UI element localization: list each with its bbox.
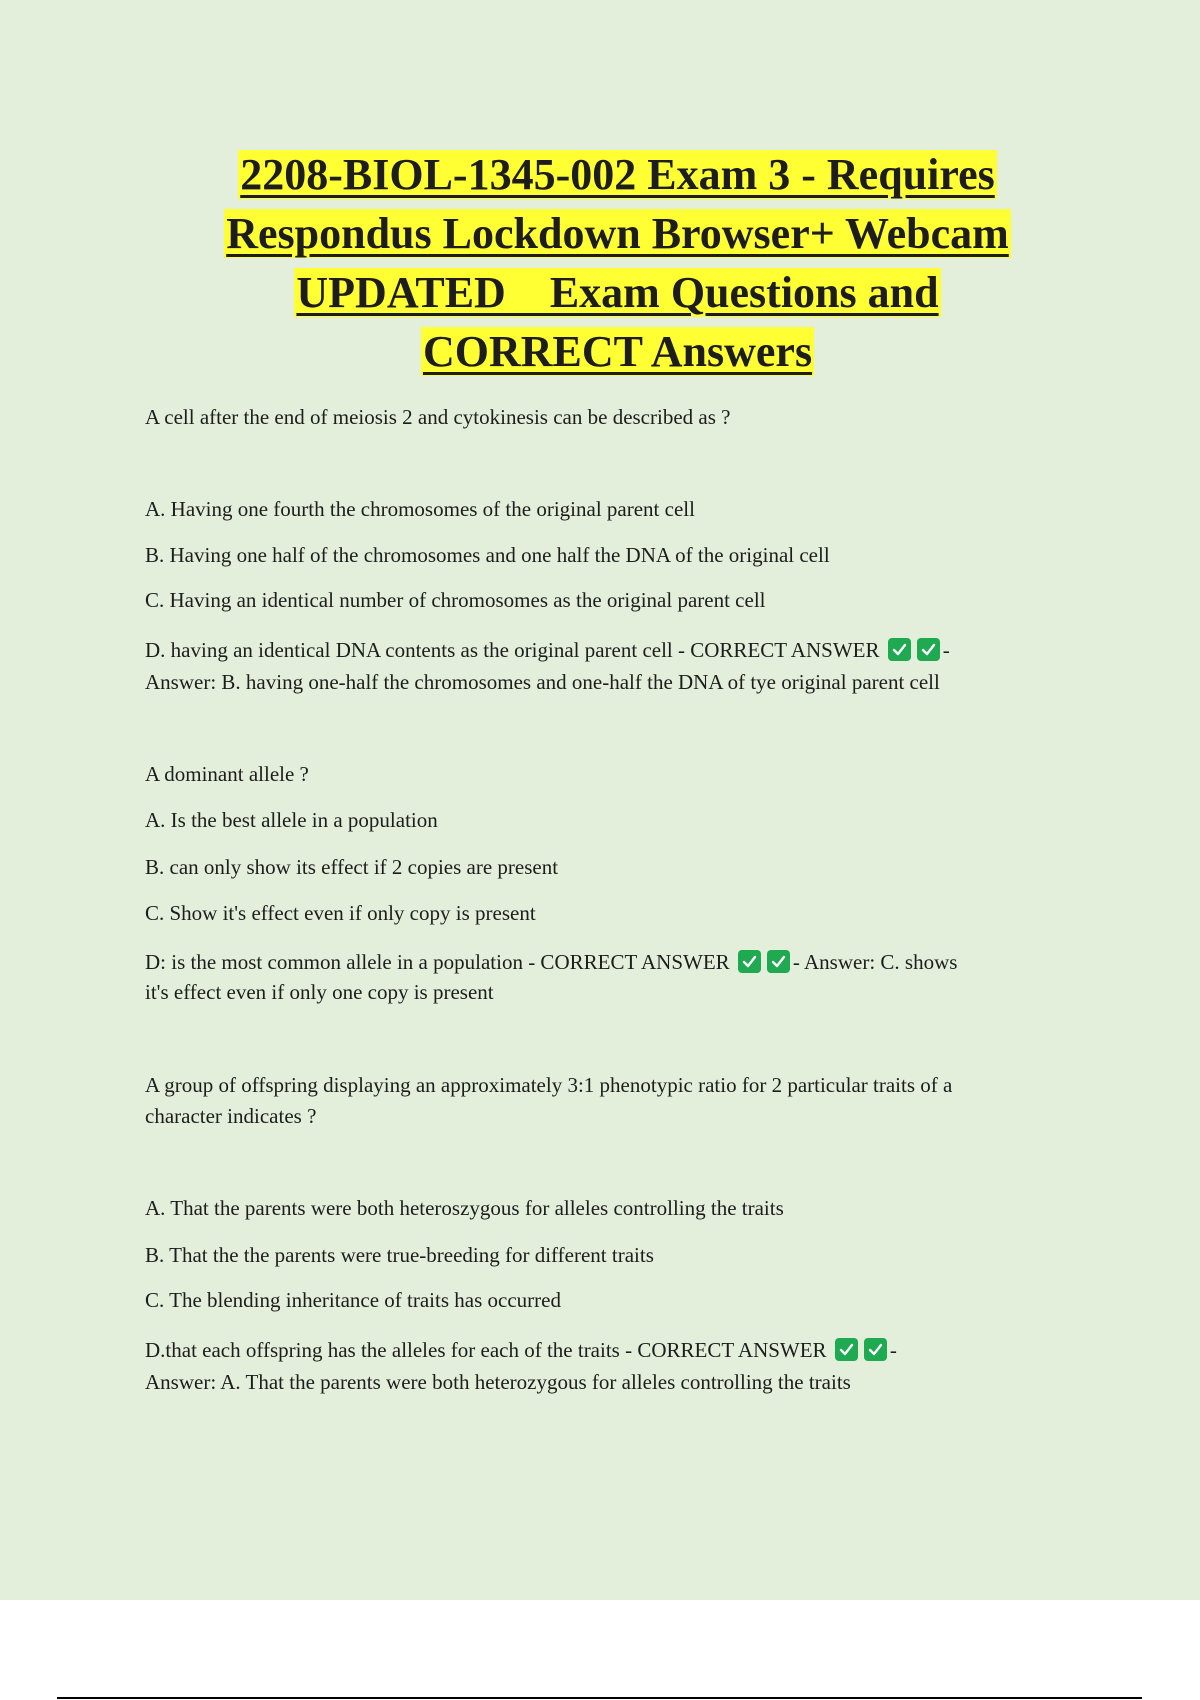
question-3-option-d-line [145,1335,897,1366]
question-2-option-b: B. can only show its effect if 2 copies are present [145,855,559,879]
check-box-icon [864,1338,887,1361]
question-2-answer-start: - Answer: C. shows [792,950,958,974]
question-1-option-a: A. Having one fourth the chromosomes of the original parent cell [145,497,695,521]
check-box-icon [888,638,911,661]
question-1-answer-separator: - [942,638,950,662]
question-3-option-c: C. The blending inheritance of traits has occurred [145,1288,561,1312]
question-2-option-c: C. Show it's effect even if only copy is present [145,901,536,925]
question-2-answer: it's effect even if only one copy is present [145,980,494,1004]
question-2-option-d-line [145,947,957,978]
question-1-option-b: B. Having one half of the chromosomes and one half the DNA of the original cell [145,543,830,567]
question-3-option-b: B. That the the parents were true-breeding for different traits [145,1243,654,1267]
question-1-prompt: A cell after the end of meiosis 2 and cytokinesis can be described as ? [145,405,731,429]
check-box-icon [738,950,761,973]
question-3-option-d: D.that each offspring has the alleles for each of the traits - CORRECT ANSWER [145,1338,827,1362]
footer-divider [57,1697,1142,1699]
title-line-1: 2208-BIOL-1345-002 Exam 3 - Requires [240,150,995,199]
question-3-prompt-line-2: character indicates ? [145,1104,317,1128]
check-box-icon [835,1338,858,1361]
check-box-icon [767,950,790,973]
question-3-option-a: A. That the parents were both heteroszygous for alleles controlling the traits [145,1196,784,1220]
check-box-icon [917,638,940,661]
question-3-prompt-line-1: A group of offspring displaying an approximately 3:1 phenotypic ratio for 2 particular traits of a [145,1073,953,1097]
title-line-4: CORRECT Answers [422,327,813,376]
question-2-prompt: A dominant allele ? [145,762,309,786]
question-1-answer: Answer: B. having one-half the chromosomes and one-half the DNA of tye original parent cell [145,670,940,694]
title-line-3: UPDATED Exam Questions and [296,268,939,317]
question-2-option-d: D: is the most common allele in a population - CORRECT ANSWER [145,950,730,974]
document-title [140,145,1095,381]
question-1-option-d-line [145,635,950,666]
title-line-2: Respondus Lockdown Browser+ Webcam [226,209,1009,258]
question-3-answer-separator: - [889,1338,897,1362]
question-2-option-a: A. Is the best allele in a population [145,808,438,832]
question-1-option-d: D. having an identical DNA contents as the original parent cell - CORRECT ANSWER [145,638,880,662]
question-1-option-c: C. Having an identical number of chromosomes as the original parent cell [145,588,766,612]
question-3-answer: Answer: A. That the parents were both heterozygous for alleles controlling the traits [145,1370,851,1394]
